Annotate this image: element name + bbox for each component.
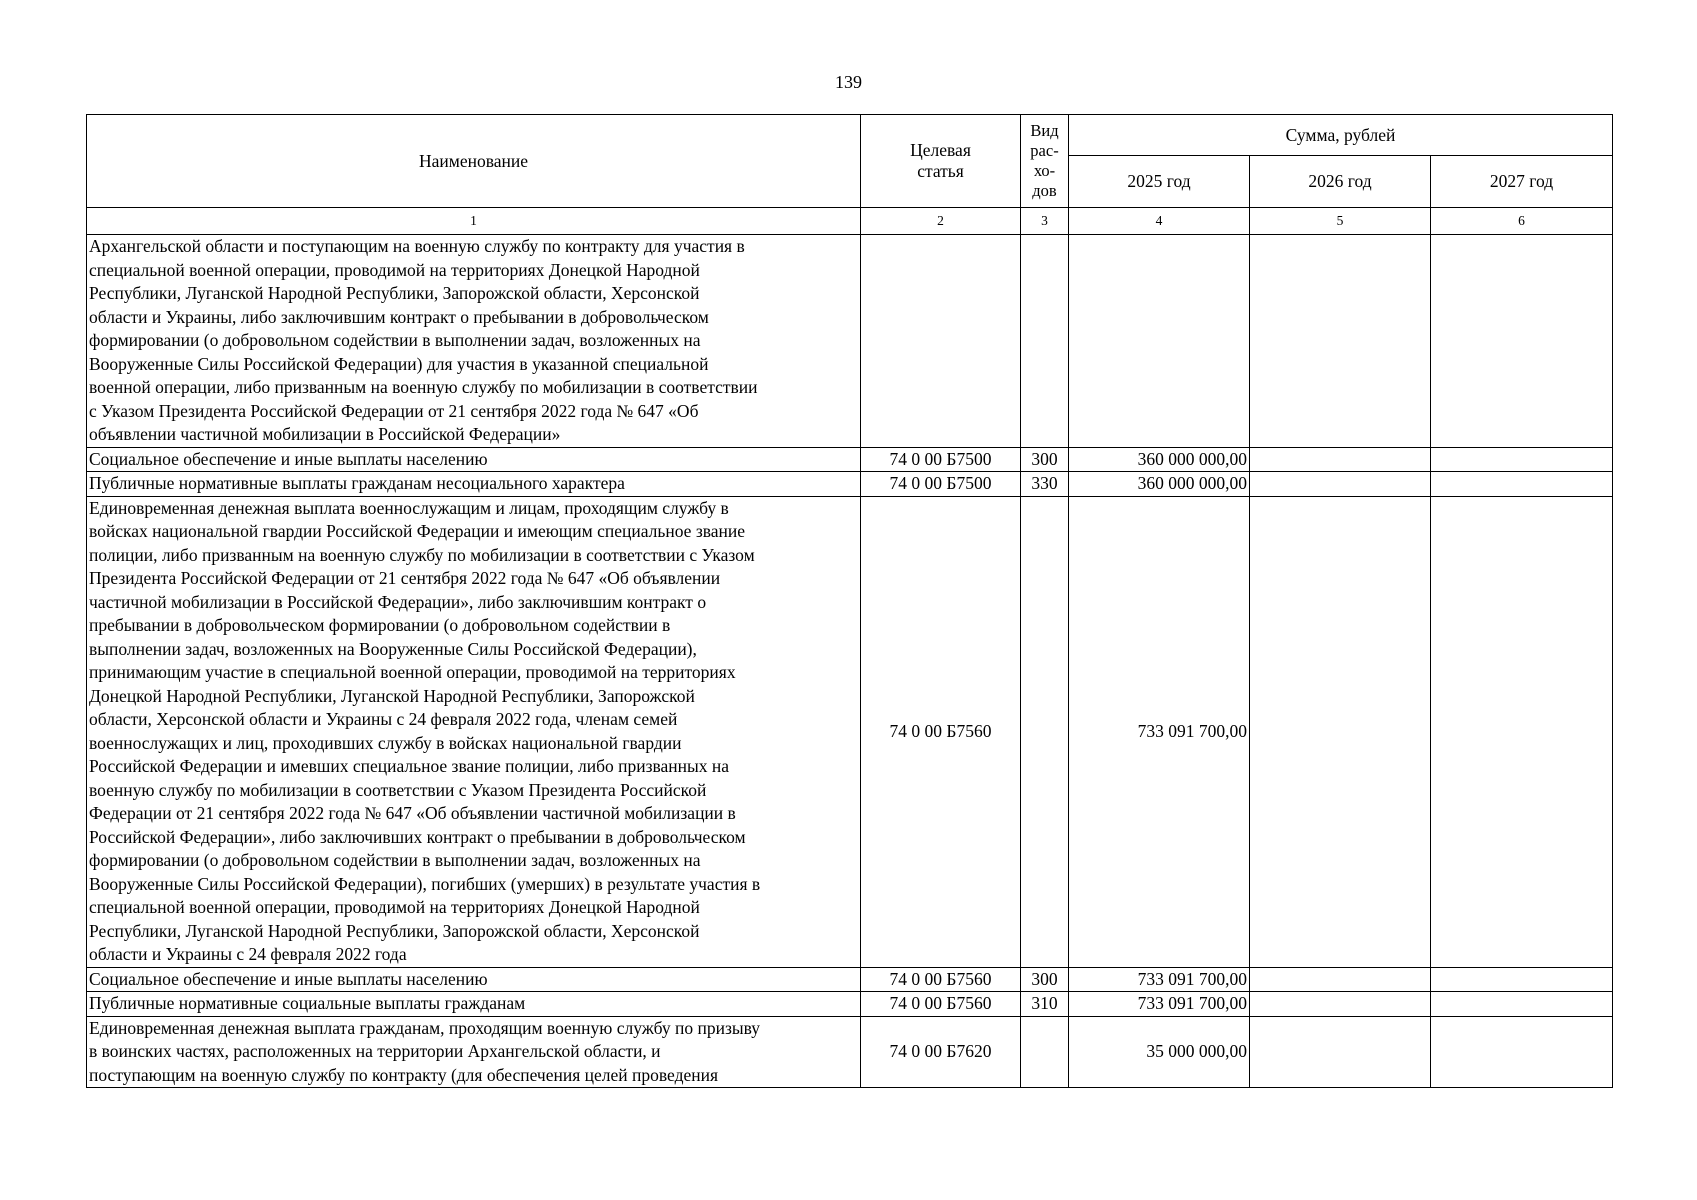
cell-target-article: 74 0 00 Б7620 [861, 1016, 1021, 1088]
cell-amount-2026 [1250, 496, 1431, 967]
name-line: с Указом Президента Российской Федерации от 21 сентября 2022 года № 647 «Об [89, 400, 699, 421]
name-line: Республики, Луганской Народной Республики, Запорожской области, Херсонской [89, 920, 700, 941]
name-line: поступающим на военную службу по контракту (для обеспечения целей проведения [89, 1064, 719, 1085]
name-line: области и Украины с 24 февраля 2022 года [89, 944, 407, 964]
name-line: специальной военной операции, проводимой на территориях Донецкой Народной [89, 259, 700, 280]
name-line: военной операции, либо призванным на военную службу по мобилизации в соответствии [89, 377, 758, 397]
name-line: полиции, либо призванным на военную службу по мобилизации в соответствии с Указом [89, 544, 755, 565]
name-line: Социальное обеспечение и иные выплаты населению [89, 968, 488, 989]
cell-amount-2025: 360 000 000,00 [1069, 447, 1250, 472]
cell-name [87, 496, 861, 967]
header-year-2025: 2025 год [1069, 156, 1250, 208]
name-line: выполнении задач, возложенных на Вооруженные Силы Российской Федерации), [89, 638, 697, 659]
header-vid-line1: Вид [1030, 121, 1059, 140]
cell-target-article: 74 0 00 Б7560 [861, 967, 1021, 992]
cell-expense-type: 310 [1021, 992, 1069, 1017]
cell-amount-2026 [1250, 992, 1431, 1017]
column-number-2: 2 [861, 208, 1021, 235]
header-sum [1069, 115, 1613, 156]
cell-target-article [861, 235, 1021, 448]
name-line: Единовременная денежная выплата военнослужащим и лицам, проходящим службу в [89, 497, 729, 518]
column-number-6: 6 [1431, 208, 1613, 235]
column-number-5: 5 [1250, 208, 1431, 235]
column-number-1: 1 [87, 208, 861, 235]
cell-amount-2027 [1431, 447, 1613, 472]
header-target-line1: Целевая [910, 140, 971, 160]
column-number-3: 3 [1021, 208, 1069, 235]
header-year-2026: 2026 год [1250, 156, 1431, 208]
cell-expense-type: 300 [1021, 447, 1069, 472]
name-line: Президента Российской Федерации от 21 сентября 2022 года № 647 «Об объявлении [89, 568, 721, 588]
table-row [87, 1016, 1613, 1088]
name-line: частичной мобилизации в Российской Федерации», либо заключившим контракт о [89, 591, 707, 612]
cell-expense-type [1021, 235, 1069, 448]
name-line: специальной военной операции, проводимой на территориях Донецкой Народной [89, 897, 700, 917]
name-line: военную службу по мобилизации в соответствии с Указом Президента Российской [89, 779, 707, 800]
cell-amount-2027 [1431, 1016, 1613, 1088]
cell-name [87, 967, 861, 992]
name-line: области и Украины, либо заключившим контракт о пребывании в добровольческом [89, 306, 709, 327]
name-line: объявлении частичной мобилизации в Российской Федерации» [89, 424, 561, 444]
name-line: Донецкой Народной Республики, Луганской Народной Республики, Запорожской [89, 685, 695, 706]
table-row [87, 447, 1613, 472]
name-line: Архангельской области и поступающим на военную службу по контракту для участия в [89, 236, 745, 256]
cell-amount-2027 [1431, 496, 1613, 967]
cell-amount-2026 [1250, 447, 1431, 472]
cell-amount-2027 [1431, 992, 1613, 1017]
column-number-4: 4 [1069, 208, 1250, 235]
cell-target-article: 74 0 00 Б7500 [861, 472, 1021, 497]
table-row [87, 472, 1613, 497]
cell-target-article: 74 0 00 Б7560 [861, 496, 1021, 967]
cell-amount-2026 [1250, 1016, 1431, 1088]
cell-name [87, 1016, 861, 1088]
cell-name [87, 447, 861, 472]
cell-amount-2025: 360 000 000,00 [1069, 472, 1250, 497]
cell-amount-2026 [1250, 967, 1431, 992]
name-line: военнослужащих и лиц, проходивших службу в войсках национальной гвардии [89, 732, 682, 753]
name-line: Федерации от 21 сентября 2022 года № 647 «Об объявлении частичной мобилизации в [89, 803, 736, 823]
cell-amount-2025: 35 000 000,00 [1069, 1016, 1250, 1088]
name-line: Публичные нормативные выплаты гражданам несоциального характера [89, 473, 625, 493]
table-header [87, 115, 1613, 235]
cell-target-article: 74 0 00 Б7560 [861, 992, 1021, 1017]
cell-expense-type [1021, 1016, 1069, 1088]
cell-amount-2026 [1250, 235, 1431, 448]
table-row [87, 235, 1613, 448]
name-line: пребывании в добровольческом формировании (о добровольном содействии в [89, 615, 671, 635]
cell-amount-2026 [1250, 472, 1431, 497]
table-row [87, 496, 1613, 967]
table-row [87, 992, 1613, 1017]
header-sum-label: Сумма, рублей [1285, 124, 1396, 145]
name-line: Российской Федерации и имевших специальное звание полиции, либо призванных на [89, 756, 730, 776]
header-name-label: Наименование [418, 150, 529, 171]
header-expense-type [1021, 115, 1069, 208]
name-line: Вооруженные Силы Российской Федерации) для участия в указанной специальной [89, 353, 709, 374]
header-target-line2: статья [917, 161, 964, 181]
name-line: Российской Федерации», либо заключивших контракт о пребывании в добровольческом [89, 826, 746, 847]
cell-expense-type: 300 [1021, 967, 1069, 992]
cell-expense-type: 330 [1021, 472, 1069, 497]
budget-table [86, 114, 1613, 1088]
name-line: формировании (о добровольном содействии в выполнении задач, возложенных на [89, 330, 701, 350]
name-line: в воинских частях, расположенных на территории Архангельской области, и [89, 1041, 661, 1061]
name-line: принимающим участие в специальной военной операции, проводимой на территориях [89, 662, 736, 682]
header-year-2027: 2027 год [1431, 156, 1613, 208]
header-vid-line4: дов [1032, 181, 1057, 200]
cell-name [87, 472, 861, 497]
table-row [87, 967, 1613, 992]
name-line: формировании (о добровольном содействии в выполнении задач, возложенных на [89, 850, 701, 870]
name-line: Республики, Луганской Народной Республики, Запорожской области, Херсонской [89, 283, 700, 303]
header-vid-line2: рас- [1030, 141, 1059, 160]
cell-amount-2025 [1069, 235, 1250, 448]
cell-amount-2027 [1431, 235, 1613, 448]
name-line: области, Херсонской области и Украины с 24 февраля 2022 года, членам семей [89, 709, 678, 729]
header-vid-line3: хо- [1033, 161, 1056, 180]
cell-name [87, 235, 861, 448]
cell-amount-2025: 733 091 700,00 [1069, 992, 1250, 1017]
header-name [87, 115, 861, 208]
name-line: Единовременная денежная выплата гражданам, проходящим военную службу по призыву [89, 1017, 761, 1038]
cell-name [87, 992, 861, 1017]
name-line: Вооруженные Силы Российской Федерации), погибших (умерших) в результате участия в [89, 873, 761, 894]
cell-expense-type [1021, 496, 1069, 967]
header-target-article [861, 115, 1021, 208]
name-line: Социальное обеспечение и иные выплаты населению [89, 448, 488, 469]
cell-amount-2027 [1431, 967, 1613, 992]
name-line: Публичные нормативные социальные выплаты гражданам [89, 993, 526, 1013]
table-body [87, 235, 1613, 1088]
page-number: 139 [835, 72, 862, 92]
cell-amount-2025: 733 091 700,00 [1069, 496, 1250, 967]
column-numbers-row [87, 208, 1613, 235]
cell-amount-2025: 733 091 700,00 [1069, 967, 1250, 992]
cell-target-article: 74 0 00 Б7500 [861, 447, 1021, 472]
name-line: войсках национальной гвардии Российской Федерации и имеющим специальное звание [89, 521, 746, 541]
cell-amount-2027 [1431, 472, 1613, 497]
